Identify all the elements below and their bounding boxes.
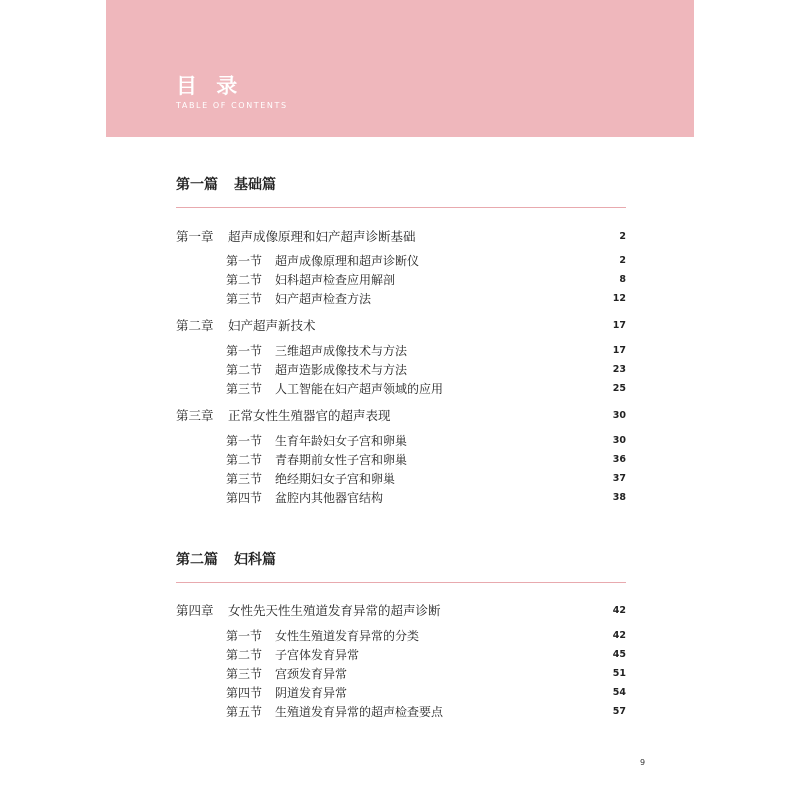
chapter-label: 第一章 [176, 229, 214, 244]
toc-section-entry[interactable] [176, 289, 626, 309]
part-heading [176, 550, 626, 570]
toc-section-entry[interactable] [176, 488, 626, 508]
section-label: 第三节 [226, 292, 263, 306]
section-title: 宫颈发育异常 [275, 667, 348, 681]
page-number: 17 [612, 345, 626, 356]
page-number: 42 [612, 605, 626, 616]
toc-subtitle: TABLE OF CONTENTS [176, 101, 288, 110]
chapter-label: 第二章 [176, 318, 214, 333]
section-label: 第二节 [226, 363, 263, 377]
toc-section-entry[interactable] [176, 341, 626, 361]
section-title: 生育年龄妇女子宫和卵巢 [275, 434, 408, 448]
section-title: 阴道发育异常 [275, 686, 348, 700]
page-number: 8 [619, 274, 626, 285]
section-label: 第一节 [226, 344, 263, 358]
page-number: 23 [612, 364, 626, 375]
page-number: 30 [612, 410, 626, 421]
toc-header-band [106, 0, 694, 137]
page-number: 2 [619, 231, 626, 242]
toc-section-entry[interactable] [176, 431, 626, 451]
toc-chapter-entry[interactable] [176, 316, 626, 336]
section-label: 第二节 [226, 453, 263, 467]
part-divider [176, 207, 626, 208]
page-number: 30 [612, 435, 626, 446]
toc-chapter-entry[interactable] [176, 227, 626, 247]
page-number: 38 [612, 492, 626, 503]
part-heading [176, 175, 626, 195]
page-number: 51 [612, 668, 626, 679]
section-title: 青春期前女性子宫和卵巢 [275, 453, 408, 467]
toc-section-entry[interactable] [176, 626, 626, 646]
section-label: 第一节 [226, 629, 263, 643]
toc-section-entry[interactable] [176, 360, 626, 380]
page-number: 45 [612, 649, 626, 660]
chapter-title: 妇产超声新技术 [228, 318, 316, 333]
toc-section-entry[interactable] [176, 683, 626, 703]
section-title: 妇产超声检查方法 [275, 292, 372, 306]
page-number: 25 [612, 383, 626, 394]
chapter-title: 女性先天性生殖道发育异常的超声诊断 [228, 603, 441, 618]
page-number: 2 [619, 255, 626, 266]
page-number: 17 [612, 320, 626, 331]
section-label: 第二节 [226, 273, 263, 287]
chapter-title: 正常女性生殖器官的超声表现 [228, 408, 391, 423]
section-title: 子宫体发育异常 [275, 648, 360, 662]
page-number: 12 [612, 293, 626, 304]
page-number: 42 [612, 630, 626, 641]
page-number: 54 [612, 687, 626, 698]
section-title: 超声造影成像技术与方法 [275, 363, 408, 377]
part-label: 第一篇 [176, 177, 218, 193]
folio-page-number: 9 [640, 758, 646, 767]
section-label: 第五节 [226, 705, 263, 719]
section-label: 第三节 [226, 472, 263, 486]
part-title: 妇科篇 [234, 552, 276, 568]
toc-section-entry[interactable] [176, 469, 626, 489]
toc-section-entry[interactable] [176, 645, 626, 665]
chapter-label: 第三章 [176, 408, 214, 423]
chapter-title: 超声成像原理和妇产超声诊断基础 [228, 229, 416, 244]
toc-section-entry[interactable] [176, 664, 626, 684]
toc-section-entry[interactable] [176, 270, 626, 290]
section-title: 盆腔内其他器官结构 [275, 491, 384, 505]
section-label: 第二节 [226, 648, 263, 662]
section-title: 妇科超声检查应用解剖 [275, 273, 396, 287]
page-number: 37 [612, 473, 626, 484]
section-label: 第四节 [226, 491, 263, 505]
part-label: 第二篇 [176, 552, 218, 568]
section-title: 生殖道发育异常的超声检查要点 [275, 705, 444, 719]
section-label: 第四节 [226, 686, 263, 700]
toc-section-entry[interactable] [176, 450, 626, 470]
part-divider [176, 582, 626, 583]
section-label: 第三节 [226, 382, 263, 396]
section-title: 女性生殖道发育异常的分类 [275, 629, 420, 643]
toc-page [106, 0, 694, 800]
section-title: 超声成像原理和超声诊断仪 [275, 254, 420, 268]
toc-chapter-entry[interactable] [176, 601, 626, 621]
toc-section-entry[interactable] [176, 702, 626, 722]
toc-title: 目 录 [176, 74, 244, 98]
page-number: 36 [612, 454, 626, 465]
section-label: 第三节 [226, 667, 263, 681]
chapter-label: 第四章 [176, 603, 214, 618]
section-label: 第一节 [226, 254, 263, 268]
section-title: 三维超声成像技术与方法 [275, 344, 408, 358]
section-title: 人工智能在妇产超声领域的应用 [275, 382, 444, 396]
part-title: 基础篇 [234, 177, 276, 193]
toc-section-entry[interactable] [176, 251, 626, 271]
section-label: 第一节 [226, 434, 263, 448]
section-title: 绝经期妇女子宫和卵巢 [275, 472, 396, 486]
toc-section-entry[interactable] [176, 379, 626, 399]
toc-chapter-entry[interactable] [176, 406, 626, 426]
page-number: 57 [612, 706, 626, 717]
